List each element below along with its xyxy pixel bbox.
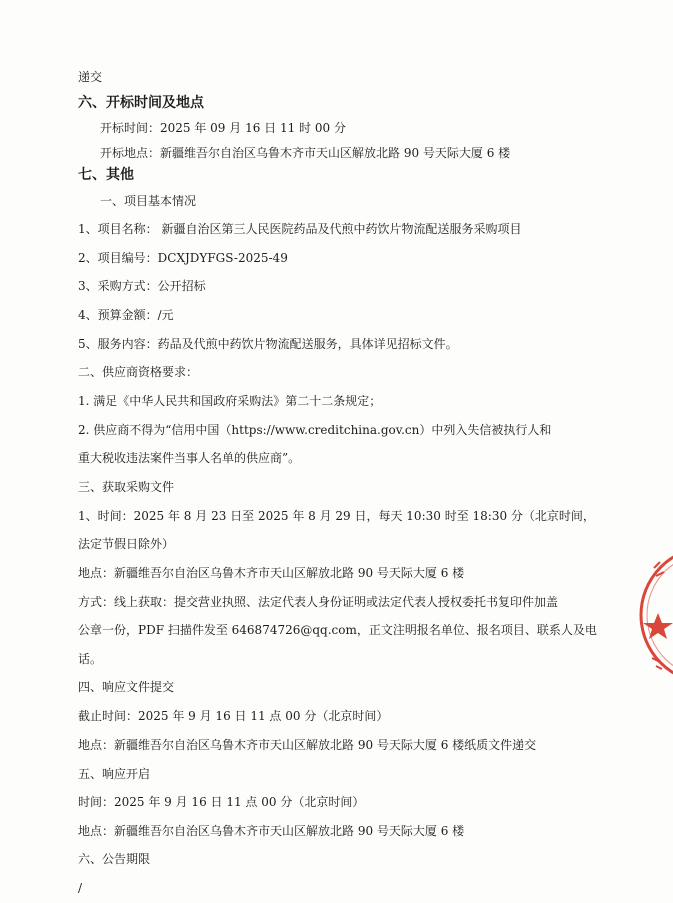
procurement-method: 3、采购方式：公开招标 [78,279,206,293]
submission-deadline: 截止时间：2025 年 9 月 16 日 11 点 00 分（北京时间） [78,709,389,723]
acquisition-method: 方式：线上获取：提交营业执照、法定代表人身份证明或法定代表人授权委托书复印件加盖 [78,595,559,609]
subsection-heading: 三、获取采购文件 [78,480,175,494]
bid-opening-time: 开标时间：2025 年 09 月 16 日 11 时 00 分 [100,121,346,135]
submission-location: 地点：新疆维吾尔自治区乌鲁木齐市天山区解放北路 90 号天际大厦 6 楼纸质文件递交 [78,738,537,752]
announcement-period-value: / [78,881,83,895]
service-content: 5、服务内容：药品及代煎中药饮片物流配送服务，具体详见招标文件。 [78,337,458,351]
section-heading: 七、其他 [78,167,134,183]
acquisition-method-continued: 公章一份，PDF 扫描件发至 646874726@qq.com，正文注明报名单位、报名项目、联系人及电 [78,623,597,637]
text-line: 递交 [78,70,103,84]
opening-time: 时间：2025 年 9 月 16 日 11 点 00 分（北京时间） [78,795,365,809]
subsection-heading: 六、公告期限 [78,852,151,866]
subsection-heading: 四、响应文件提交 [78,680,175,694]
official-seal-stamp [634,540,673,690]
subsection-heading: 一、项目基本情况 [100,194,197,208]
subsection-heading: 五、响应开启 [78,767,151,781]
acquisition-time-continued: 法定节假日除外） [78,537,175,551]
project-number: 2、项目编号：DCXJDYFGS-2025-49 [78,251,288,265]
subsection-heading: 二、供应商资格要求： [78,365,199,379]
opening-location: 地点：新疆维吾尔自治区乌鲁木齐市天山区解放北路 90 号天际大厦 6 楼 [78,824,465,838]
section-heading: 六、开标时间及地点 [78,95,204,111]
project-name: 1、项目名称： 新疆自治区第三人民医院药品及代煎中药饮片物流配送服务采购项目 [78,222,522,236]
qualification-item: 2. 供应商不得为“信用中国（https://www.creditchina.gov.cn）中列入失信被执行人和 [78,423,552,437]
budget-amount: 4、预算金额：/元 [78,308,174,322]
acquisition-time: 1、时间：2025 年 8 月 23 日至 2025 年 8 月 29 日，每天 10:30 时至 18:30 分（北京时间， [78,509,595,523]
qualification-item-continued: 重大税收违法案件当事人名单的供应商”。 [78,451,301,465]
bid-opening-location: 开标地点：新疆维吾尔自治区乌鲁木齐市天山区解放北路 90 号天际大厦 6 楼 [100,146,511,160]
acquisition-method-continued: 话。 [78,652,103,666]
acquisition-location: 地点：新疆维吾尔自治区乌鲁木齐市天山区解放北路 90 号天际大厦 6 楼 [78,566,465,580]
qualification-item: 1. 满足《中华人民共和国政府采购法》第二十二条规定； [78,394,382,408]
